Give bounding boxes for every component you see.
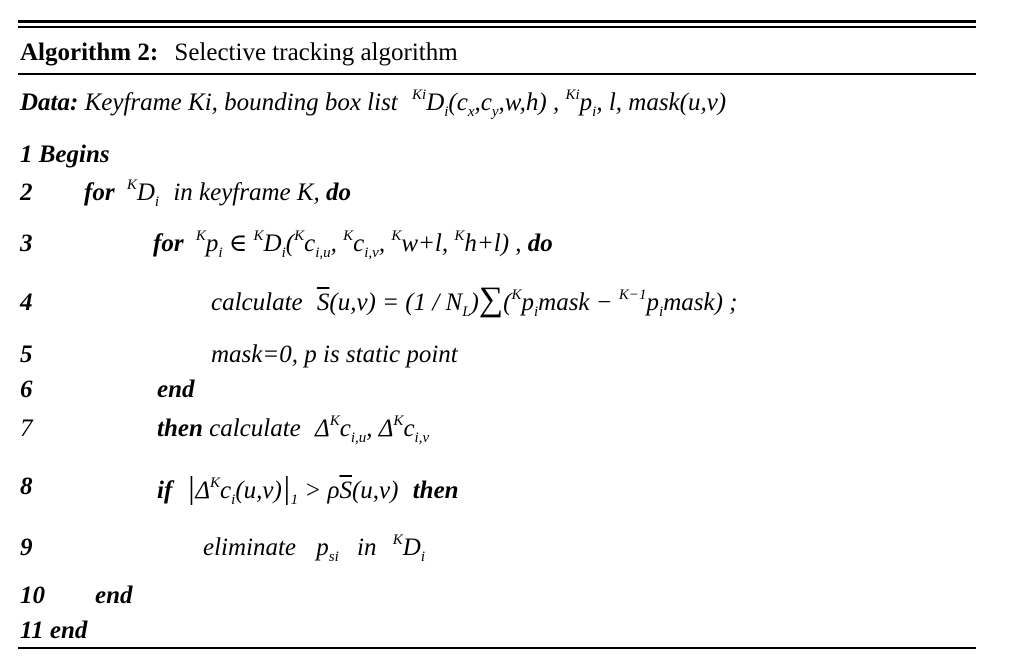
keyword-end: end	[49, 617, 88, 644]
line-number-10: 10	[20, 582, 45, 609]
formula-membership: $^Kp_i$ ∈ $^KD_i(^Kc_{i,u}$, $^Kc_{i,v}$, $^K$w+l, $^K$h+l)	[195, 228, 510, 261]
line-9	[203, 533, 425, 563]
line-7-text: calculate	[209, 415, 301, 442]
formula-kd: $^KD_i$	[126, 177, 160, 210]
line-9-in: in	[357, 534, 377, 561]
keyword-end: end	[157, 376, 195, 403]
algorithm-title: Selective tracking algorithm	[174, 39, 458, 66]
keyword-for: for	[84, 179, 115, 206]
data-label: Data:	[20, 89, 79, 116]
line-1	[20, 140, 110, 170]
line-4	[211, 281, 738, 320]
line-number: 1	[20, 141, 33, 168]
line-2-text: in keyframe K,	[173, 179, 320, 206]
line-number-4: 4	[20, 289, 33, 316]
line-5-text: mask=0, p is static point	[211, 341, 458, 368]
data-line	[20, 88, 726, 118]
line-2	[84, 178, 351, 208]
bbox-formula: $^{Ki}D_i(c_x,c_y,w,h)$	[412, 87, 547, 120]
algorithm-header	[20, 38, 458, 68]
line-4-text: calculate	[211, 289, 303, 316]
keyword-end: end	[95, 582, 133, 609]
line-10	[95, 581, 133, 611]
algorithm-label: Algorithm 2:	[20, 39, 159, 66]
keyword-do: do	[326, 179, 352, 206]
formula-delta: $\Delta^Kc_{i,u}$, $\Delta^Kc_{i,v}$	[315, 413, 430, 446]
keyword-if: if	[157, 477, 173, 504]
formula-psi: $p_{si}$	[316, 534, 339, 565]
line-3: for $^Kp_i$ ∈ $^KD_i(^Kc_{i,u}$, $^Kc_{i,v}$, $^K$w+l, $^K$h+l) , do	[153, 228, 553, 261]
line-number-9: 9	[20, 534, 33, 561]
header-rule	[18, 73, 976, 75]
points-formula: , $^{Ki}p_i$,	[552, 87, 603, 120]
line-11	[20, 616, 87, 646]
keyword-then: then	[412, 477, 459, 504]
keyword-then: then	[157, 415, 203, 442]
line-5	[211, 340, 458, 370]
line-8	[157, 469, 459, 508]
formula-mean-s: $\overline{S}(u,v) = (1$ / $N_L)\sum(^Kp_imask$ − $^{K-1}p_imask$) ;	[316, 281, 738, 320]
top-rule-thin	[18, 26, 976, 28]
data-tail: l, mask(u,v)	[608, 89, 727, 116]
keyword-do: do	[527, 230, 553, 257]
keyword-for: for	[153, 230, 184, 257]
line-number-2: 2	[20, 179, 33, 206]
line-9-text: eliminate	[203, 534, 297, 561]
line-number-6: 6	[20, 376, 33, 403]
line-6	[157, 375, 195, 405]
keyword-begins: Begins	[38, 141, 110, 168]
bottom-rule	[18, 647, 976, 649]
data-text: Keyframe Ki, bounding box list	[84, 89, 398, 116]
formula-condition: $|\Delta^Kc_i(u,v)|_1 > \rho\overline{S}(u,v)$	[186, 469, 399, 508]
formula-kd-target: $^KD_i$	[392, 532, 425, 565]
line-number-5: 5	[20, 341, 33, 368]
line-7	[157, 414, 429, 444]
line-number: 11	[20, 617, 44, 644]
line-number-8: 8	[20, 473, 33, 500]
line-number-3: 3	[20, 230, 33, 257]
top-rule-thick	[18, 20, 976, 23]
line-number-7: 7	[20, 415, 33, 442]
